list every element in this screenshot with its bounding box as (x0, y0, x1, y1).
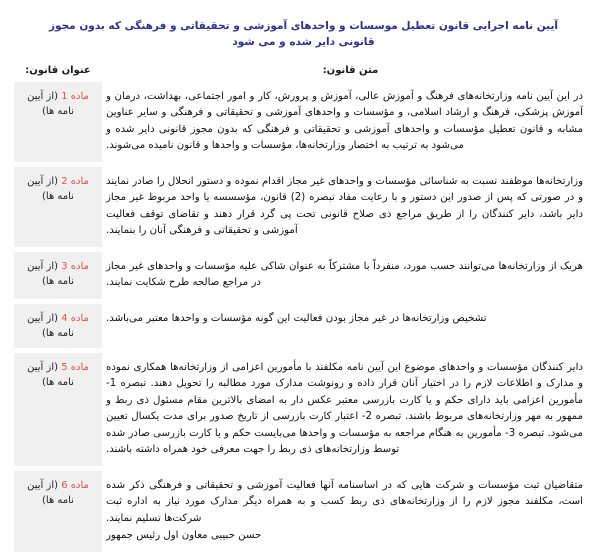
table-header-row (14, 63, 593, 82)
article-source: (از آیین نامه ها) (27, 175, 74, 202)
article-source: (از آیین نامه ها) (27, 90, 74, 117)
article-number: ماده 1 (61, 90, 89, 102)
article-source: (از آیین نامه ها) (27, 479, 74, 506)
column-header-law-title: عنوان قانون: (14, 63, 102, 82)
table-header (14, 63, 593, 82)
article-text: وزارتخانه‌ها موظفند نسبت به شناسائی مؤسسات و واحدهای غیر مجاز اقدام نموده و دستور انحلال را صادر نمایند و در صورتی که پس از صدور این دستور و با رعایت مفاد تبصره (2) قانون، مؤسسسه یا واحد مربوط غیر مجاز دایر باشد، دایر کنندگان را از طریق مراجع ذی صلاح قانونی تحت پی گرد قرار دهند و تقاضای توقف فعالیت آموزشی و تحقیقاتی و فرهنگی آنان را بنمایند. (102, 167, 593, 247)
article-number: ماده 3 (61, 260, 89, 272)
article-text-with-signature (102, 471, 593, 552)
article-label (14, 471, 102, 552)
signature-line: حسن حبیبی معاون اول رئیس جمهور (106, 530, 262, 542)
article-label (14, 304, 102, 348)
article-source: (از آیین نامه ها) (27, 312, 74, 339)
article-text: متقاضیان ثبت مؤسسات و شرکت هایی که در اساسنامه آنها فعالیت آموزشی و تحقیقاتی و فرهنگی ذکر شده است، مکلفند مجوز لازم را از وزارتخانه‌های ذی ربط کسب و به همراه دیگر مدارک مورد نیاز به اداره ثبت شرکت‌ها تسلیم نمایند. (106, 479, 583, 524)
table-row (14, 82, 593, 162)
table-body (14, 82, 593, 552)
law-articles-table (14, 63, 593, 552)
article-label (14, 167, 102, 247)
article-label (14, 82, 102, 162)
table-row (14, 252, 593, 299)
table-row (14, 353, 593, 466)
article-number: ماده 2 (61, 175, 89, 187)
article-text: دایر کنندگان مؤسسات و واحدهای موضوع این آیین نامه مکلفند با مأمورین اعزامی از وزارتخانه‌ها همکاری نموده و مدارک و اطلاعات لازم را در اختیار آنان قرار داده و رونوشت مدارک مورد مطالبه را تحویل دهند. تبصره 1- مأمورین اعزامی باید دارای حکم و یا کارت بازرسی معتبر عکس دار به امضای بالاترین مقام مسئول ذی ربط و ممهور به مهر وزارتخانه‌های مربوط باشند. تبصره 2- اعتبار کارت بازرسی از تاریخ صدور برای مدت یکسال تعیین می‌شود. تبصره 3- مأمورین به هنگام مراجعه به مؤسسات و واحدها می‌بایست حکم و یا کارت بازرسی صادر شده توسط وزارتخانه‌های ذی ربط را جهت معرفی خود همراه داشته باشند. (102, 353, 593, 466)
table-row (14, 167, 593, 247)
article-source: (از آیین نامه ها) (27, 361, 74, 388)
article-text: تشخیص وزارتخانه‌ها در غیر مجاز بودن فعالیت این گونه مؤسسات و واحدها معتبر می‌باشد. (102, 304, 593, 348)
article-source: (از آیین نامه ها) (27, 260, 74, 287)
article-number: ماده 5 (61, 361, 89, 373)
table-row (14, 471, 593, 552)
article-label (14, 252, 102, 299)
column-header-law-text: متن قانون: (102, 63, 593, 82)
article-label (14, 353, 102, 466)
article-text: در این آیین نامه وزارتخانه‌های فرهنگ و آموزش عالی، آموزش و پرورش، کار و امور اجتماعی، بهداشت، درمان و آموزش پزشکی، فرهنگ و ارشاد اسلامی، و مؤسسات و واحدهای آموزشی و تحقیقاتی و فرهنگی و سایر عناوین مشابه و قانون تعطیل مؤسسات و واحدهای آموزشی و تحقیقاتی و فرهنگی که بدون مجوز قانونی دایر شده و می‌شود به ترتیب به اختصار وزارتخانه‌ها، مؤسسات و واحدها و قانون نامیده می‌شوند. (102, 82, 593, 162)
article-number: ماده 4 (61, 312, 89, 324)
document-title: آیین نامه اجرایی قانون تعطیل موسسات و واحدهای آموزشی و تحقیقاتی و فرهنگی که بدون مجوز قانونی دایر شده و می شود (48, 20, 559, 49)
article-text: هریک از وزارتخانه‌ها می‌توانند حسب مورد، منفرداً با مشترکاً به عنوان شاکی علیه مؤسسات و واحدهای غیر مجاز در مراجع صالحه طرح شکایت نمایند. (102, 252, 593, 299)
table-row (14, 304, 593, 348)
article-number: ماده 6 (61, 479, 89, 491)
